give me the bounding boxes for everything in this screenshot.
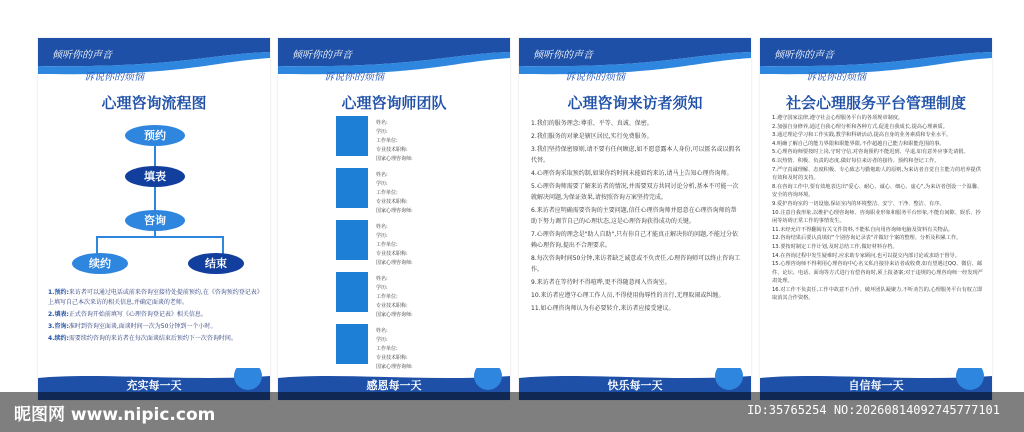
footer-motto: 自信每一天 (848, 379, 904, 392)
rule-item: 12.咨询结果后要认真填好"个别咨询记录表"并做好个案的整理、分析及积累工作。 (772, 235, 962, 242)
watermark-id: ID:35765254 NO:20260814092745777101 (747, 403, 1000, 417)
slogan-line1: 倾听你的声音 (292, 50, 352, 61)
page-title: 心理咨询师团队 (341, 94, 447, 112)
photo-placeholder (336, 168, 368, 208)
node-end: 结束 (188, 253, 244, 274)
slogan-line1: 倾听你的声音 (533, 50, 593, 61)
slogan-line1: 倾听你的声音 (774, 50, 834, 61)
rule-item: 6.来访者应明确需要咨询的主要问题,信任心理咨询师并愿意在心理咨询师的帮助下努力调节自己的心理状态,这是心理咨询获得成功的关键。 (531, 207, 737, 225)
rule-item: 3.通过理论学习和工作实践,教学和科研活动,提高自身的业务素质和专业水平。 (772, 132, 952, 139)
counselor-fields: 姓名: 学历: 工作单位: 专业技术职称: 国家心理咨询师: (376, 328, 413, 370)
counselor-card (336, 168, 506, 220)
rule-item: 16.对工作不负责任,工作中故意不合作、破坏团队凝聚力,不听劝告的,心理服务平台有权立即取消其合作资格。 (772, 286, 983, 302)
rule-item: 11.未经允许不得翻阅有关文件资料,不能私自向用咨询师电脑及资料有关物品。 (772, 226, 954, 233)
slogan-line2: 诉说你的烦恼 (565, 72, 625, 83)
page-title: 心理咨询流程图 (101, 94, 207, 112)
rule-item: 8.在咨询工作中,要有效地表达出"爱心、耐心、诚心、细心、虚心",为来访者创设一个温馨、安全的咨询环境。 (772, 183, 983, 199)
rule-item: 11.如心理咨询师认为有必要转介,来访者应接受建议。 (531, 305, 675, 312)
poster-visitor-notice (519, 38, 751, 400)
connector (154, 231, 156, 237)
rule-item: 1.遵守国家法律,遵守社会心理服务平台的各项规章制度。 (772, 115, 904, 121)
page-title: 社会心理服务平台管理制度 (785, 94, 966, 112)
slogan-line2: 诉说你的烦恼 (806, 72, 866, 83)
footer-motto: 充实每一天 (126, 379, 182, 392)
connector (96, 236, 224, 238)
rule-item: 9.来访者在等待时不得喧哗,更不得随意闯入咨询室。 (531, 279, 671, 286)
poster-counselor-team (278, 38, 510, 400)
watermark-bar (0, 392, 1024, 432)
counselor-card (336, 116, 506, 168)
photo-placeholder (336, 324, 368, 364)
note-item: 4.续约:需要续约咨询的来访者在每次面谈结束后预约下一次咨询时间。 (48, 335, 237, 342)
footer-motto: 感恩每一天 (366, 379, 422, 392)
node-appoint: 预约 (125, 125, 185, 146)
rule-item: 4.心理咨询采取预约制,如果你约时间未能如约来访,请马上告知心理咨询师。 (531, 170, 733, 177)
rule-item: 2.我们服务的对象是辖区居民,实行免费服务。 (531, 133, 653, 140)
process-notes (48, 288, 262, 346)
connector (154, 187, 156, 211)
slogan-line2: 诉说你的烦恼 (84, 72, 144, 83)
connector (96, 236, 98, 254)
rule-item: 8.每次咨询时间50分钟,来访者缺乏诚意或不负责任,心理咨询师可以终止咨询工作。 (531, 255, 741, 273)
counselor-fields: 姓名: 学历: 工作单位: 专业技术职称: 国家心理咨询师: (376, 172, 413, 214)
rule-item: 6.以热情、积极、负责的态度,做好每位来访者的接待、预约和登记工作。 (772, 157, 940, 164)
node-continue: 续约 (72, 253, 128, 274)
photo-placeholder (336, 272, 368, 312)
visitor-rules (531, 118, 741, 316)
note-item: 2.填表:正式咨询开始前填写《心理咨询登记表》相关信息。 (48, 311, 207, 318)
management-rules (772, 114, 984, 303)
rule-item: 13.要按时制定工作计划,及时总结工作,做好材料存档。 (772, 243, 898, 250)
page-title: 心理咨询来访者须知 (567, 94, 703, 112)
counselor-card (336, 220, 506, 272)
poster-management-rules (760, 38, 992, 400)
rule-item: 3.我们坚持保密原则,请不要有任何顾虑,如不愿意露本人身份,可以匿名或以假名代替。 (531, 146, 741, 164)
rule-item: 5.心理咨询师要按时上岗,守时守信,对咨询预约不能迟到、早退,如有意外应事先请假。 (772, 149, 969, 156)
watermark-site: 昵图网 www.nipic.com (14, 405, 216, 425)
slogan-line1: 倾听你的声音 (52, 50, 112, 61)
counselor-fields: 姓名: 学历: 工作单位: 专业技术职称: 国家心理咨询师: (376, 276, 413, 318)
rule-item: 5.心理咨询师需要了解来访者的情况,并需要双方共同讨论分析,基本不可能一次就解决问题,为保证效果,请按照咨询方案坚持完成。 (531, 183, 739, 201)
rule-item: 15.心理咨询师不得利用心理咨询中心名义私自接待来访者或收费,如有望遇过QQ、微信、邮件、论坛、电话、面询等方式进行有偿咨询时,须上报备案;对于违规的心理咨询师一经发现严肃处理。 (772, 261, 983, 285)
rule-item: 10.注意自我形象,以维护心理咨询师、咨询职业形象和服务平台形象,不能有间隙、娱乐、抄闲等妨碍正常工作的事情发生。 (772, 209, 981, 225)
counselor-fields: 姓名: 学历: 工作单位: 专业技术职称: 国家心理咨询师: (376, 224, 413, 266)
rule-item: 7.心理咨询的理念是"助人自助",只有你自己才能真正解决你的问题,不能过分依赖心理咨询,提出不合理要求。 (531, 231, 739, 249)
node-consult: 咨询 (125, 210, 185, 231)
rule-item: 10.来访者应遵守心理工作人员,不得使用侮辱性的言行,无理取闹或纠缠。 (531, 292, 725, 299)
poster-consultation-flowchart (38, 38, 270, 400)
slogan-line2: 诉说你的烦恼 (324, 72, 384, 83)
note-item: 3.咨询:准时到咨询室面谈,面谈时间一次为50分钟到一个小时。 (48, 323, 217, 330)
rule-item: 7.严守真诚理解、态度积极、专心致志与勤勉助人的原则,为来访者自觉自主能力的培养提供有效和及时的支持。 (772, 166, 981, 182)
photo-placeholder (336, 220, 368, 260)
connector (154, 146, 156, 166)
note-item: 1.预约:来访者可以通过电话或前来咨询室接待处提前预约,在《咨询预约登记表》上填写自己本次来访的相关信息,并确定面谈的老师。 (48, 289, 260, 306)
photo-placeholder (336, 116, 368, 156)
footer-motto: 快乐每一天 (607, 379, 663, 392)
connector (222, 236, 224, 254)
rule-item: 4.明确了解自己的能力界限和职能界限,不作超越自己能力和职能范围的事。 (772, 140, 945, 147)
node-fill: 填表 (125, 166, 185, 187)
rule-item: 2.加强自身修养,通过自我心理分析和各种方式,促进自我成长,提高心理素质。 (772, 123, 948, 130)
counselor-card (336, 272, 506, 324)
rule-item: 1.我们的服务理念:尊重、平等、真诚、保密。 (531, 120, 653, 127)
counselor-fields: 姓名: 学历: 工作单位: 专业技术职称: 国家心理咨询师: (376, 120, 413, 162)
rule-item: 14.在咨询过程中发生疑难时,应求助专家顾问,也可以提交内部讨论或求助于督导。 (772, 252, 960, 259)
rule-item: 9.爱护咨询室的一切设施,保证室内的环境整洁、安宁、干净、整洁、有序。 (772, 200, 945, 207)
